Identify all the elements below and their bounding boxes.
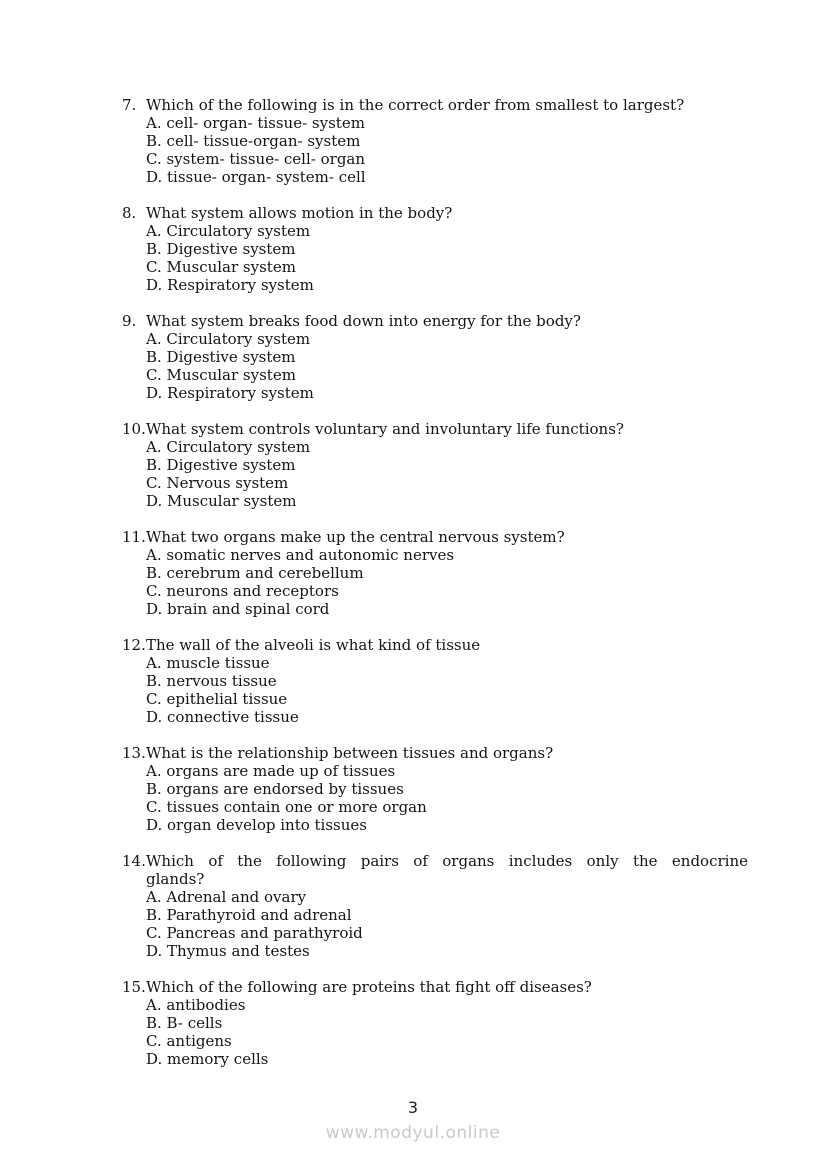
answer-option: A. organs are made up of tissues	[146, 762, 396, 780]
question-line	[122, 636, 748, 654]
answer-option: A. somatic nerves and autonomic nerves	[146, 546, 455, 564]
answer-option: B. Digestive system	[146, 456, 296, 474]
answer-option: A. Circulatory system	[146, 330, 311, 348]
question-line	[122, 312, 748, 330]
question-number: 10.	[122, 420, 146, 438]
question-line	[122, 528, 748, 546]
answer-option: D. organ develop into tissues	[146, 816, 367, 834]
question-text-line: The wall of the alveoli is what kind of tissue	[146, 636, 481, 654]
answer-option: D. tissue- organ- system- cell	[146, 168, 366, 186]
question-text-line: What system breaks food down into energy for the body?	[146, 312, 581, 330]
question-text	[146, 744, 748, 762]
answer-option: C. tissues contain one or more organ	[146, 798, 427, 816]
question-line	[122, 420, 748, 438]
answer-option: C. system- tissue- cell- organ	[146, 150, 366, 168]
question-text	[146, 420, 748, 438]
answer-option: B. Digestive system	[146, 348, 296, 366]
question-number: 8.	[122, 204, 137, 222]
question-number: 7.	[122, 96, 137, 114]
answer-option: A. Adrenal and ovary	[146, 888, 307, 906]
answer-option: C. Pancreas and parathyroid	[146, 924, 363, 942]
answer-option: D. Muscular system	[146, 492, 297, 510]
question-text-line: Which of the following pairs of organs includes only the endocrine	[146, 852, 748, 870]
question-text	[146, 978, 748, 996]
answer-option: B. B- cells	[146, 1014, 223, 1032]
question-text	[146, 204, 748, 222]
answer-option: D. Thymus and testes	[146, 942, 310, 960]
question-line	[122, 96, 748, 114]
question-number: 11.	[122, 528, 146, 546]
question-text-line: What is the relationship between tissues and organs?	[146, 744, 554, 762]
answer-option: A. muscle tissue	[146, 654, 270, 672]
answer-option: C. neurons and receptors	[146, 582, 339, 600]
question-text-line: What system controls voluntary and involuntary life functions?	[146, 420, 624, 438]
question-line	[122, 204, 748, 222]
answer-option: D. brain and spinal cord	[146, 600, 330, 618]
answer-option: D. Respiratory system	[146, 276, 314, 294]
question-item	[122, 204, 748, 294]
question-text	[146, 96, 748, 114]
answer-option: B. nervous tissue	[146, 672, 277, 690]
question-text-line: glands?	[146, 870, 205, 888]
question-number: 12.	[122, 636, 146, 654]
answer-option: D. memory cells	[146, 1050, 269, 1068]
page-number: 3	[407, 1098, 419, 1117]
question-line	[122, 978, 748, 996]
question-item	[122, 528, 748, 618]
answer-option: C. antigens	[146, 1032, 232, 1050]
answer-option: A. antibodies	[146, 996, 246, 1014]
question-text-line: What system allows motion in the body?	[146, 204, 453, 222]
question-line	[122, 744, 748, 762]
answer-option: C. Muscular system	[146, 258, 296, 276]
question-number: 14.	[122, 852, 146, 870]
question-text-line: Which of the following is in the correct order from smallest to largest?	[146, 96, 685, 114]
question-item	[122, 636, 748, 726]
answer-option: A. Circulatory system	[146, 222, 311, 240]
answer-option: D. Respiratory system	[146, 384, 314, 402]
question-text	[146, 312, 748, 330]
answer-option: C. epithelial tissue	[146, 690, 288, 708]
question-item	[122, 312, 748, 402]
question-item	[122, 978, 748, 1068]
question-item	[122, 96, 748, 186]
question-line	[122, 852, 748, 888]
answer-option: B. organs are endorsed by tissues	[146, 780, 404, 798]
question-text	[146, 852, 748, 888]
answer-option: A. cell- organ- tissue- system	[146, 114, 365, 132]
answer-option: B. cerebrum and cerebellum	[146, 564, 364, 582]
answer-option: A. Circulatory system	[146, 438, 311, 456]
question-number: 13.	[122, 744, 146, 762]
question-number: 15.	[122, 978, 146, 996]
question-text	[146, 528, 748, 546]
page-footer	[0, 1099, 826, 1142]
answer-option: D. connective tissue	[146, 708, 299, 726]
question-item	[122, 744, 748, 834]
question-item	[122, 852, 748, 960]
answer-option: B. Parathyroid and adrenal	[146, 906, 352, 924]
answer-option: B. cell- tissue-organ- system	[146, 132, 361, 150]
question-number: 9.	[122, 312, 137, 330]
watermark-text: www.modyul.online	[325, 1123, 501, 1143]
question-text-line: What two organs make up the central nervous system?	[146, 528, 565, 546]
question-text	[146, 636, 748, 654]
question-item	[122, 420, 748, 510]
answer-option: B. Digestive system	[146, 240, 296, 258]
question-text-line: Which of the following are proteins that fight off diseases?	[146, 978, 592, 996]
answer-option: C. Muscular system	[146, 366, 296, 384]
answer-option: C. Nervous system	[146, 474, 289, 492]
